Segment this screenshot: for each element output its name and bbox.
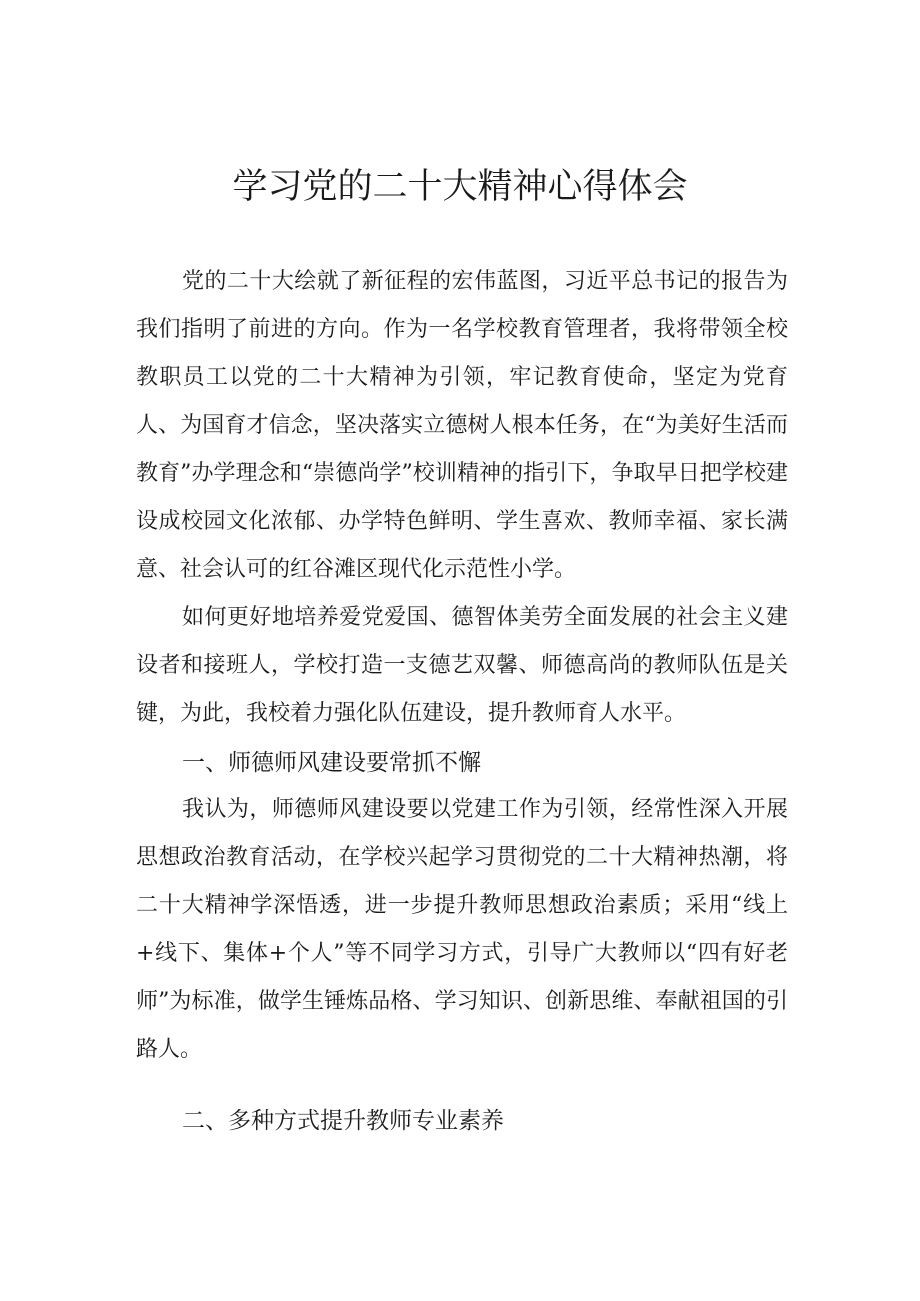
document-title: 学习党的二十大精神心得体会 (232, 167, 688, 207)
paragraph-teacher-team: 如何更好地培养爱党爱国、德智体美劳全面发展的社会主义建设者和接班人，学校打造一支德艺双馨、师德高尚的教师队伍是关键，为此，我校着力强化队伍建设，提升教师育人水平。 (136, 605, 788, 726)
section-heading-professional: 二、多种方式提升教师专业素养 (182, 1108, 504, 1134)
paragraph-ethics: 我认为，师德师风建设要以党建工作为引领，经常性深入开展思想政治教育活动，在学校兴起学习贯彻党的二十大精神热潮，将二十大精神学深悟透，进一步提升教师思想政治素质；采用“线上+线下、集体+个人”等不同学习方式，引导广大教师以“四有好老师”为标准，做学生锤炼品格、学习知识、创新思维、奉献祖国的引路人。 (136, 797, 788, 1062)
paragraph-intro: 党的二十大绘就了新征程的宏伟蓝图，习近平总书记的报告为我们指明了前进的方向。作为一名学校教育管理者，我将带领全校教职员工以党的二十大精神为引领，牢记教育使命，坚定为党育人、为国育才信念，坚决落实立德树人根本任务，在“为美好生活而教育”办学理念和“崇德尚学”校训精神的指引下，争取早日把学校建设成校园文化浓郁、办学特色鲜明、学生喜欢、教师幸福、家长满意、社会认可的红谷滩区现代化示范性小学。 (136, 269, 788, 582)
section-heading-ethics: 一、师德师风建设要常抓不懈 (182, 750, 481, 776)
